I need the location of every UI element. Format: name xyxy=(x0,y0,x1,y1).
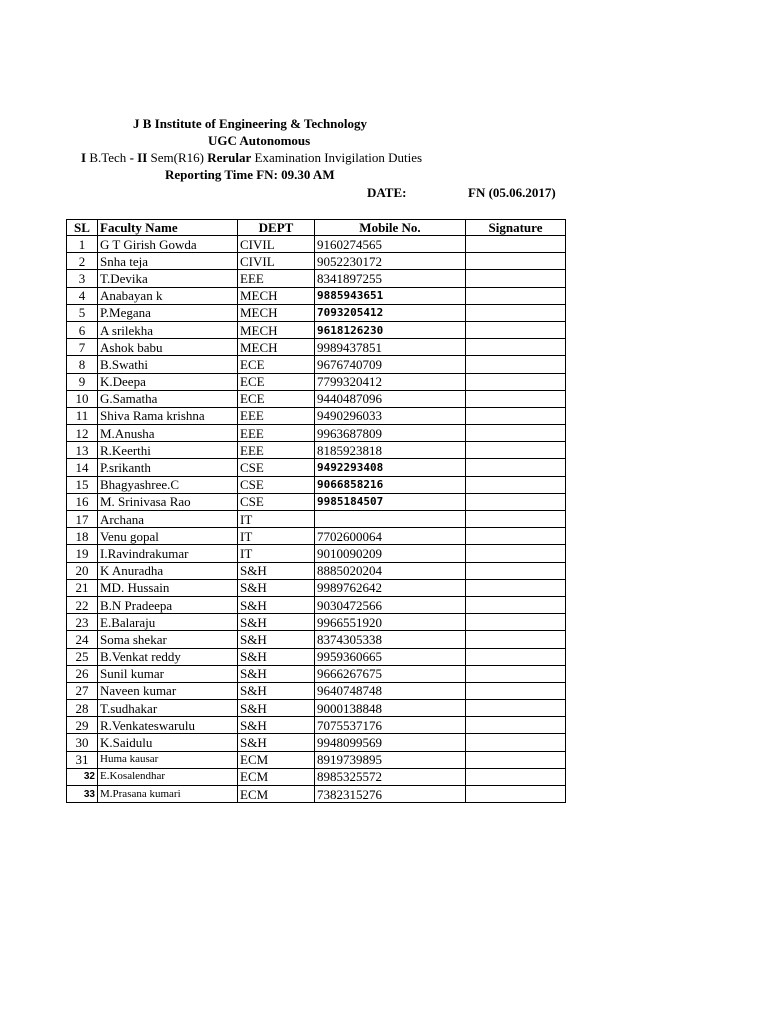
signature-cell xyxy=(466,665,566,682)
sl-cell: 19 xyxy=(67,545,98,562)
table-row xyxy=(67,339,566,356)
sl-cell: 21 xyxy=(67,579,98,596)
faculty-name-cell: R.Keerthi xyxy=(98,442,238,459)
dept-cell: CSE xyxy=(238,476,315,493)
date-label: DATE: xyxy=(367,185,407,200)
table-row xyxy=(67,751,566,768)
signature-cell xyxy=(466,373,566,390)
sl-cell: 31 xyxy=(67,751,98,768)
table-row xyxy=(67,304,566,321)
faculty-name-cell: K.Saidulu xyxy=(98,734,238,751)
faculty-name-cell: Ashok babu xyxy=(98,339,238,356)
signature-cell xyxy=(466,528,566,545)
mobile-cell: 8374305338 xyxy=(315,631,466,648)
dept-cell: S&H xyxy=(238,734,315,751)
table-row xyxy=(67,493,566,510)
autonomous-subtitle: UGC Autonomous xyxy=(208,133,311,148)
invigilation-table xyxy=(66,219,566,803)
mobile-cell: 9010090209 xyxy=(315,545,466,562)
dept-cell: IT xyxy=(238,528,315,545)
faculty-name-cell: Shiva Rama krishna xyxy=(98,407,238,424)
reporting-time: Reporting Time FN: 09.30 AM xyxy=(165,167,335,182)
table-row xyxy=(67,407,566,424)
dept-cell: MECH xyxy=(238,339,315,356)
table-row xyxy=(67,459,566,476)
dept-cell: EEE xyxy=(238,425,315,442)
dept-cell: S&H xyxy=(238,614,315,631)
mobile-cell: 9989762642 xyxy=(315,579,466,596)
signature-cell xyxy=(466,321,566,338)
sl-cell: 15 xyxy=(67,476,98,493)
sl-cell: 17 xyxy=(67,511,98,528)
table-row xyxy=(67,425,566,442)
sl-cell: 27 xyxy=(67,682,98,699)
faculty-name-cell: Snha teja xyxy=(98,253,238,270)
table-row xyxy=(67,579,566,596)
sl-cell: 26 xyxy=(67,665,98,682)
mobile-cell: 9959360665 xyxy=(315,648,466,665)
signature-cell xyxy=(466,253,566,270)
dept-cell: CSE xyxy=(238,459,315,476)
signature-cell xyxy=(466,511,566,528)
sl-cell: 6 xyxy=(67,321,98,338)
signature-cell xyxy=(466,648,566,665)
sl-cell: 20 xyxy=(67,562,98,579)
sl-cell: 1 xyxy=(67,236,98,253)
table-row xyxy=(67,614,566,631)
table-row xyxy=(67,390,566,407)
exam-type: Rerular xyxy=(207,150,252,165)
mobile-cell: 9066858216 xyxy=(315,476,466,493)
dept-cell: ECE xyxy=(238,356,315,373)
sl-cell: 2 xyxy=(67,253,98,270)
col-header-signature: Signature xyxy=(466,220,566,236)
signature-cell xyxy=(466,545,566,562)
exam-desc: Examination Invigilation Duties xyxy=(254,150,423,165)
sl-cell: 10 xyxy=(67,390,98,407)
mobile-cell xyxy=(315,511,466,528)
sl-cell: 29 xyxy=(67,717,98,734)
signature-cell xyxy=(466,459,566,476)
dept-cell: EEE xyxy=(238,270,315,287)
faculty-name-cell: P.Megana xyxy=(98,304,238,321)
table-row xyxy=(67,717,566,734)
col-header-dept: DEPT xyxy=(238,220,315,236)
sl-cell: 23 xyxy=(67,614,98,631)
faculty-name-cell: I.Ravindrakumar xyxy=(98,545,238,562)
sl-cell: 24 xyxy=(67,631,98,648)
mobile-cell: 9985184507 xyxy=(315,493,466,510)
dept-cell: S&H xyxy=(238,631,315,648)
mobile-cell: 9618126230 xyxy=(315,321,466,338)
faculty-name-cell: K Anuradha xyxy=(98,562,238,579)
sl-cell: 25 xyxy=(67,648,98,665)
sl-cell: 30 xyxy=(67,734,98,751)
sl-cell: 22 xyxy=(67,596,98,613)
table-row xyxy=(67,562,566,579)
table-row xyxy=(67,786,566,803)
faculty-name-cell: T.Devika xyxy=(98,270,238,287)
signature-cell xyxy=(466,442,566,459)
table-row xyxy=(67,545,566,562)
faculty-name-cell: A srilekha xyxy=(98,321,238,338)
mobile-cell: 8919739895 xyxy=(315,751,466,768)
date-value: FN (05.06.2017) xyxy=(468,185,556,200)
table-row xyxy=(67,511,566,528)
sl-cell: 33 xyxy=(67,786,98,803)
dept-cell: S&H xyxy=(238,596,315,613)
mobile-cell: 8341897255 xyxy=(315,270,466,287)
table-row xyxy=(67,236,566,253)
mobile-cell: 8185923818 xyxy=(315,442,466,459)
signature-cell xyxy=(466,425,566,442)
mobile-cell: 9885943651 xyxy=(315,287,466,304)
mobile-cell: 9000138848 xyxy=(315,700,466,717)
dept-cell: S&H xyxy=(238,579,315,596)
mobile-cell: 8985325572 xyxy=(315,768,466,785)
faculty-name-cell: MD. Hussain xyxy=(98,579,238,596)
sl-cell: 16 xyxy=(67,493,98,510)
institute-title: J B Institute of Engineering & Technology xyxy=(133,116,368,131)
signature-cell xyxy=(466,717,566,734)
faculty-name-cell: Venu gopal xyxy=(98,528,238,545)
faculty-name-cell: Soma shekar xyxy=(98,631,238,648)
faculty-name-cell: Huma kausar xyxy=(98,751,238,768)
faculty-name-cell: M.Anusha xyxy=(98,425,238,442)
table-row xyxy=(67,682,566,699)
exam-title xyxy=(81,150,468,166)
mobile-cell: 9948099569 xyxy=(315,734,466,751)
table-row xyxy=(67,356,566,373)
sl-cell: 5 xyxy=(67,304,98,321)
sl-cell: 18 xyxy=(67,528,98,545)
dept-cell: S&H xyxy=(238,648,315,665)
mobile-cell: 7075537176 xyxy=(315,717,466,734)
sl-cell: 7 xyxy=(67,339,98,356)
signature-cell xyxy=(466,236,566,253)
sl-cell: 11 xyxy=(67,407,98,424)
sl-cell: 14 xyxy=(67,459,98,476)
signature-cell xyxy=(466,339,566,356)
faculty-name-cell: M. Srinivasa Rao xyxy=(98,493,238,510)
mobile-cell: 9640748748 xyxy=(315,682,466,699)
faculty-name-cell: M.Prasana kumari xyxy=(98,786,238,803)
sl-cell: 8 xyxy=(67,356,98,373)
mobile-cell: 9490296033 xyxy=(315,407,466,424)
dept-cell: S&H xyxy=(238,682,315,699)
signature-cell xyxy=(466,768,566,785)
dept-cell: ECM xyxy=(238,768,315,785)
dept-cell: S&H xyxy=(238,700,315,717)
dept-cell: CIVIL xyxy=(238,253,315,270)
signature-cell xyxy=(466,476,566,493)
signature-cell xyxy=(466,700,566,717)
mobile-cell: 9989437851 xyxy=(315,339,466,356)
dept-cell: IT xyxy=(238,511,315,528)
table-row xyxy=(67,528,566,545)
dept-cell: ECE xyxy=(238,373,315,390)
dept-cell: MECH xyxy=(238,304,315,321)
table-row xyxy=(67,253,566,270)
table-row xyxy=(67,287,566,304)
table-row xyxy=(67,373,566,390)
dept-cell: MECH xyxy=(238,321,315,338)
mobile-cell: 7093205412 xyxy=(315,304,466,321)
signature-cell xyxy=(466,562,566,579)
signature-cell xyxy=(466,596,566,613)
faculty-name-cell: P.srikanth xyxy=(98,459,238,476)
signature-cell xyxy=(466,734,566,751)
signature-cell xyxy=(466,614,566,631)
dept-cell: CSE xyxy=(238,493,315,510)
mobile-cell: 9030472566 xyxy=(315,596,466,613)
faculty-name-cell: Naveen kumar xyxy=(98,682,238,699)
dept-cell: S&H xyxy=(238,665,315,682)
signature-cell xyxy=(466,407,566,424)
col-header-mobile: Mobile No. xyxy=(315,220,466,236)
sl-cell: 13 xyxy=(67,442,98,459)
faculty-name-cell: R.Venkateswarulu xyxy=(98,717,238,734)
exam-sem: Sem(R16) xyxy=(150,150,204,165)
table-row xyxy=(67,442,566,459)
dept-cell: S&H xyxy=(238,717,315,734)
dept-cell: CIVIL xyxy=(238,236,315,253)
signature-cell xyxy=(466,751,566,768)
sl-cell: 28 xyxy=(67,700,98,717)
dept-cell: ECE xyxy=(238,390,315,407)
exam-dash: - xyxy=(129,150,134,165)
signature-cell xyxy=(466,631,566,648)
faculty-name-cell: Anabayan k xyxy=(98,287,238,304)
sl-cell: 3 xyxy=(67,270,98,287)
dept-cell: MECH xyxy=(238,287,315,304)
mobile-cell: 9440487096 xyxy=(315,390,466,407)
mobile-cell: 9492293408 xyxy=(315,459,466,476)
col-header-faculty-name: Faculty Name xyxy=(98,220,238,236)
signature-cell xyxy=(466,270,566,287)
faculty-name-cell: Archana xyxy=(98,511,238,528)
table-row xyxy=(67,665,566,682)
mobile-cell: 9052230172 xyxy=(315,253,466,270)
mobile-cell: 9676740709 xyxy=(315,356,466,373)
table-row xyxy=(67,734,566,751)
faculty-name-cell: Sunil kumar xyxy=(98,665,238,682)
faculty-name-cell: Bhagyashree.C xyxy=(98,476,238,493)
mobile-cell: 9963687809 xyxy=(315,425,466,442)
table-row xyxy=(67,321,566,338)
signature-cell xyxy=(466,579,566,596)
table-header-row xyxy=(67,220,566,236)
dept-cell: ECM xyxy=(238,786,315,803)
table-row xyxy=(67,476,566,493)
table-row xyxy=(67,596,566,613)
exam-sem-num: II xyxy=(137,150,148,165)
sl-cell: 12 xyxy=(67,425,98,442)
faculty-name-cell: K.Deepa xyxy=(98,373,238,390)
exam-course: B.Tech xyxy=(89,150,127,165)
table-row xyxy=(67,648,566,665)
faculty-name-cell: B.N Pradeepa xyxy=(98,596,238,613)
signature-cell xyxy=(466,304,566,321)
table-row xyxy=(67,631,566,648)
mobile-cell: 9666267675 xyxy=(315,665,466,682)
faculty-name-cell: E.Kosalendhar xyxy=(98,768,238,785)
signature-cell xyxy=(466,786,566,803)
sl-cell: 9 xyxy=(67,373,98,390)
mobile-cell: 8885020204 xyxy=(315,562,466,579)
signature-cell xyxy=(466,287,566,304)
signature-cell xyxy=(466,390,566,407)
faculty-name-cell: B.Swathi xyxy=(98,356,238,373)
table-row xyxy=(67,270,566,287)
dept-cell: EEE xyxy=(238,442,315,459)
mobile-cell: 9966551920 xyxy=(315,614,466,631)
dept-cell: S&H xyxy=(238,562,315,579)
table-row xyxy=(67,700,566,717)
exam-year: I xyxy=(81,150,87,165)
col-header-sl: SL xyxy=(67,220,98,236)
faculty-name-cell: B.Venkat reddy xyxy=(98,648,238,665)
dept-cell: EEE xyxy=(238,407,315,424)
dept-cell: ECM xyxy=(238,751,315,768)
faculty-name-cell: G.Samatha xyxy=(98,390,238,407)
signature-cell xyxy=(466,682,566,699)
signature-cell xyxy=(466,356,566,373)
sl-cell: 32 xyxy=(67,768,98,785)
faculty-name-cell: E.Balaraju xyxy=(98,614,238,631)
faculty-name-cell: G T Girish Gowda xyxy=(98,236,238,253)
dept-cell: IT xyxy=(238,545,315,562)
mobile-cell: 7382315276 xyxy=(315,786,466,803)
mobile-cell: 7702600064 xyxy=(315,528,466,545)
signature-cell xyxy=(466,493,566,510)
sl-cell: 4 xyxy=(67,287,98,304)
table-row xyxy=(67,768,566,785)
faculty-name-cell: T.sudhakar xyxy=(98,700,238,717)
mobile-cell: 9160274565 xyxy=(315,236,466,253)
mobile-cell: 7799320412 xyxy=(315,373,466,390)
